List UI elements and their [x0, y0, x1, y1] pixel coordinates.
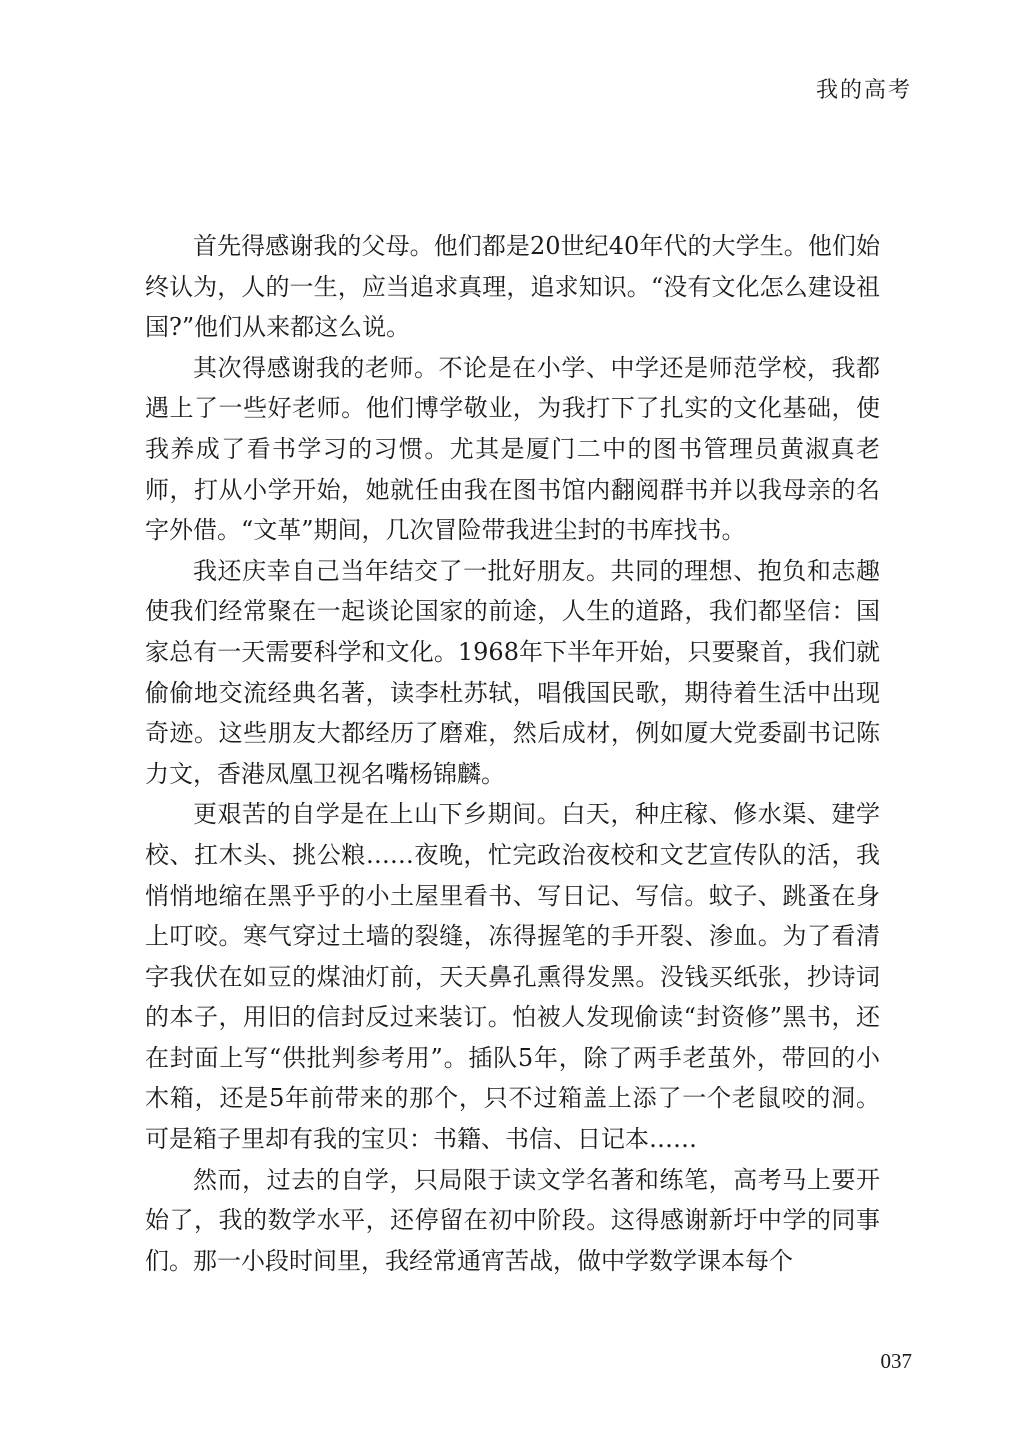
running-header: 我的高考 [815, 78, 912, 103]
paragraph: 更艰苦的自学是在上山下乡期间。白天，种庄稼、修水渠、建学校、扛木头、挑公粮……夜晚，忙完政治夜校和文艺宣传队的活，我悄悄地缩在黑乎乎的小土屋里看书、写日记、写信。蚊子、跳蚤在身上叮咬。寒气穿过土墙的裂缝，冻得握笔的手开裂、渗血。为了看清字我伏在如豆的煤油灯前，天天鼻孔熏得发黑。没钱买纸张，抄诗词的本子，用旧的信封反过来装订。怕被人发现偷读“封资修”黑书，还在封面上写“供批判参考用”。插队5年，除了两手老茧外，带回的小木箱，还是5年前带来的那个，只不过箱盖上添了一个老鼠咬的洞。可是箱子里却有我的宝贝：书籍、书信、日记本…… [145, 800, 880, 1154]
paragraph: 首先得感谢我的父母。他们都是20世纪40年代的大学生。他们始终认为，人的一生，应当追求真理，追求知识。“没有文化怎么建设祖国?”他们从来都这么说。 [145, 232, 880, 342]
page-number: 037 [880, 1349, 912, 1373]
paragraph: 然而，过去的自学，只局限于读文学名著和练笔，高考马上要开始了，我的数学水平，还停留在初中阶段。这得感谢新圩中学的同事们。那一小段时间里，我经常通宵苦战，做中学数学课本每个 [145, 1165, 880, 1275]
paragraph: 其次得感谢我的老师。不论是在小学、中学还是师范学校，我都遇上了一些好老师。他们博学敬业，为我打下了扎实的文化基础，使我养成了看书学习的习惯。尤其是厦门二中的图书管理员黄淑真老师，打从小学开始，她就任由我在图书馆内翻阅群书并以我母亲的名字外借。“文革”期间，几次冒险带我进尘封的书库找书。 [145, 353, 880, 545]
body-text [145, 226, 880, 1281]
paragraph: 我还庆幸自己当年结交了一批好朋友。共同的理想、抱负和志趣使我们经常聚在一起谈论国家的前途，人生的道路，我们都坚信：国家总有一天需要科学和文化。1968年下半年开始，只要聚首，我们就偷偷地交流经典名著，读李杜苏轼，唱俄国民歌，期待着生活中出现奇迹。这些朋友大都经历了磨难，然后成材，例如厦大党委副书记陈力文，香港凤凰卫视名嘴杨锦麟。 [145, 556, 880, 788]
